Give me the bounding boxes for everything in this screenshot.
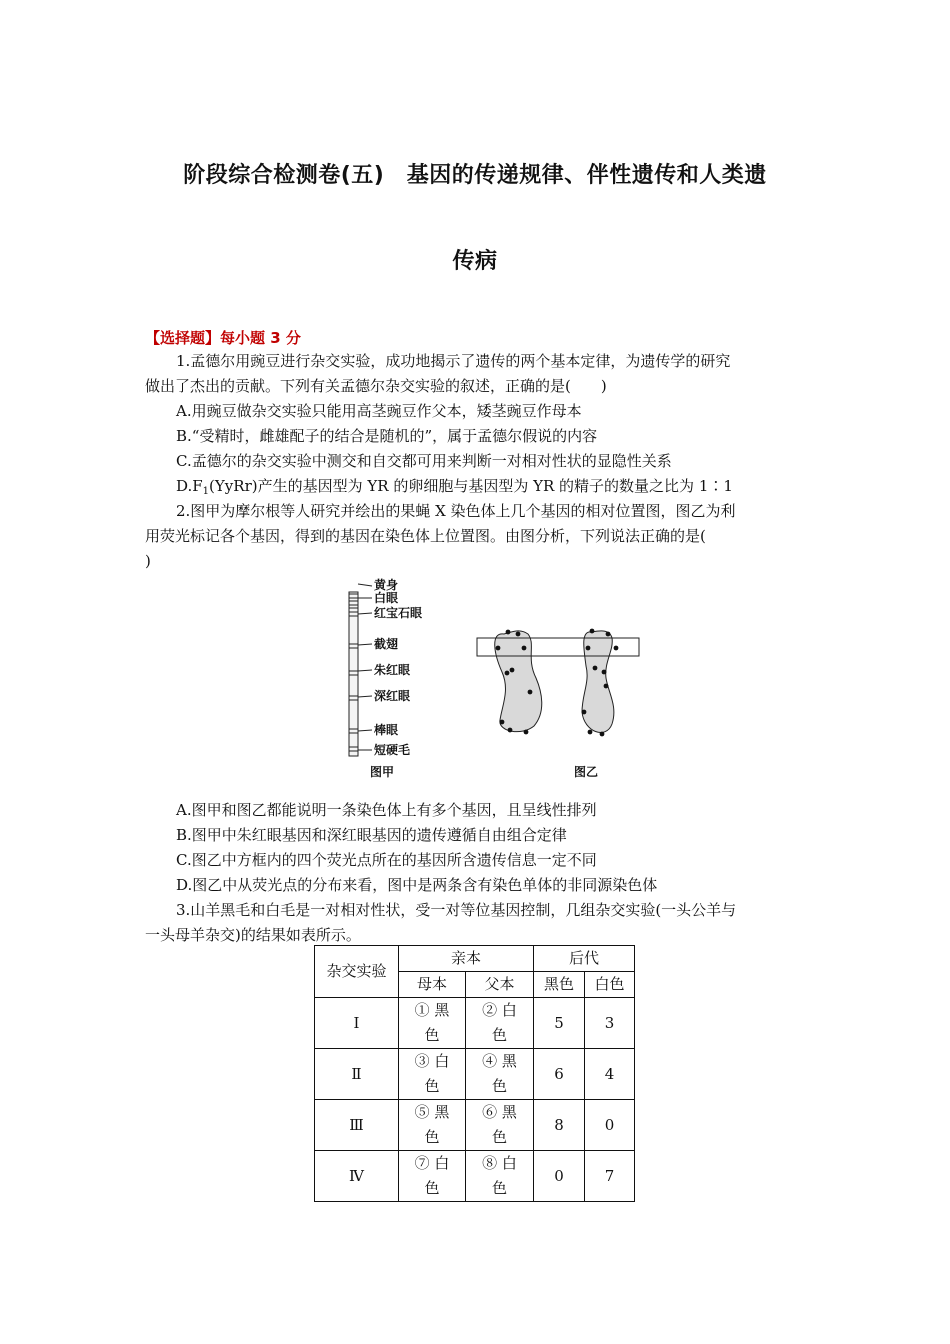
header-white: 白色 <box>585 972 635 998</box>
cell-white: 4 <box>585 1049 635 1100</box>
page-title-line1: 阶段综合检测卷(五) 基因的传递规律、伴性遗传和人类遗 <box>183 163 767 188</box>
q1-option-d-rest: (YyRr)产生的基因型为 YR 的卵细胞与基因型为 YR 的精子的数量之比为 1∶1 <box>209 477 733 495</box>
table-row <box>315 1049 635 1100</box>
header-cross-experiment: 杂交实验 <box>315 946 399 998</box>
gene-label-short-bristle: 短硬毛 <box>374 743 411 757</box>
q1-option-b: B.“受精时，雌雄配子的结合是随机的”，属于孟德尔假说的内容 <box>176 427 598 445</box>
cell-mother: ⑤ 黑 色 <box>399 1100 466 1151</box>
cell-experiment: Ⅱ <box>315 1049 399 1100</box>
table-row <box>315 1151 635 1202</box>
cell-black: 5 <box>534 998 585 1049</box>
cell-white: 0 <box>585 1100 635 1151</box>
cell-experiment: Ⅰ <box>315 998 399 1049</box>
cell-black: 0 <box>534 1151 585 1202</box>
cell-experiment: Ⅳ <box>315 1151 399 1202</box>
q1-option-c: C.孟德尔的杂交实验中测交和自交都可用来判断一对相对性状的显隐性关系 <box>176 452 672 470</box>
q2-option-d: D.图乙中从荧光点的分布来看，图中是两条含有染色单体的非同源染色体 <box>176 876 658 894</box>
q2-stem-line3: ) <box>145 552 151 570</box>
cell-experiment: Ⅲ <box>315 1100 399 1151</box>
chromosome-figure <box>340 574 650 784</box>
table-header-row-1 <box>315 946 635 972</box>
gene-label-cut-wing: 截翅 <box>374 637 399 651</box>
cell-mother: ① 黑 色 <box>399 998 466 1049</box>
gene-label-ruby-eye: 红宝石眼 <box>374 606 423 620</box>
gene-label-yellow-body: 黄身 <box>374 578 399 592</box>
table-row <box>315 998 635 1049</box>
figure-a-caption: 图甲 <box>370 765 395 779</box>
page-title-line2: 传病 <box>452 249 498 274</box>
q3-stem-line1: 3.山羊黑毛和白毛是一对相对性状，受一对等位基因控制，几组杂交实验(一头公羊与 <box>176 901 737 919</box>
gene-label-vermilion-eye: 朱红眼 <box>374 663 411 677</box>
cell-father: ⑥ 黑 色 <box>466 1100 534 1151</box>
q3-stem-line2: 一头母羊杂交)的结果如表所示。 <box>145 926 361 944</box>
header-father: 父本 <box>466 972 534 998</box>
figure-b-caption: 图乙 <box>574 765 599 779</box>
q2-stem-line2: 用荧光标记各个基因，得到的基因在染色体上位置图。由图分析，下列说法正确的是( <box>145 527 706 545</box>
q2-option-b: B.图甲中朱红眼基因和深红眼基因的遗传遵循自由组合定律 <box>176 826 567 844</box>
cell-father: ⑧ 白 色 <box>466 1151 534 1202</box>
header-mother: 母本 <box>399 972 466 998</box>
q2-option-a: A.图甲和图乙都能说明一条染色体上有多个基因，且呈线性排列 <box>176 801 597 819</box>
cell-black: 6 <box>534 1049 585 1100</box>
table-row <box>315 1100 635 1151</box>
cell-father: ② 白 色 <box>466 998 534 1049</box>
chromosome-left <box>495 631 542 732</box>
cross-results-table <box>314 945 635 1202</box>
cell-black: 8 <box>534 1100 585 1151</box>
q1-stem-line1: 1.孟德尔用豌豆进行杂交实验，成功地揭示了遗传的两个基本定律，为遗传学的研究 <box>176 352 731 370</box>
q2-option-c: C.图乙中方框内的四个荧光点所在的基因所含遗传信息一定不同 <box>176 851 597 869</box>
header-black: 黑色 <box>534 972 585 998</box>
q1-option-d-subscript: 1 <box>202 486 210 497</box>
figure-b-chromosomes <box>477 629 639 779</box>
cell-mother: ⑦ 白 色 <box>399 1151 466 1202</box>
q1-stem-line2: 做出了杰出的贡献。下列有关孟德尔杂交实验的叙述，正确的是( ) <box>145 377 607 395</box>
cell-mother: ③ 白 色 <box>399 1049 466 1100</box>
gene-label-white-eye: 白眼 <box>374 591 399 605</box>
figure-a-chromosome <box>349 577 422 779</box>
cell-white: 7 <box>585 1151 635 1202</box>
gene-label-deep-red-eye: 深红眼 <box>374 689 411 703</box>
cell-white: 3 <box>585 998 635 1049</box>
gene-label-bar-eye: 棒眼 <box>374 723 399 737</box>
header-parents: 亲本 <box>399 946 534 972</box>
q1-option-a: A.用豌豆做杂交实验只能用高茎豌豆作父本，矮茎豌豆作母本 <box>176 402 582 420</box>
q1-option-d <box>176 476 733 502</box>
cell-father: ④ 黑 色 <box>466 1049 534 1100</box>
chromosome-figure-svg <box>340 574 650 784</box>
section-heading: 【选择题】每小题 3 分 <box>145 329 301 347</box>
q2-stem-line1: 2.图甲为摩尔根等人研究并绘出的果蝇 X 染色体上几个基因的相对位置图，图乙为利 <box>176 502 736 520</box>
q1-option-d-prefix: D.F <box>176 477 203 495</box>
header-offspring: 后代 <box>534 946 635 972</box>
